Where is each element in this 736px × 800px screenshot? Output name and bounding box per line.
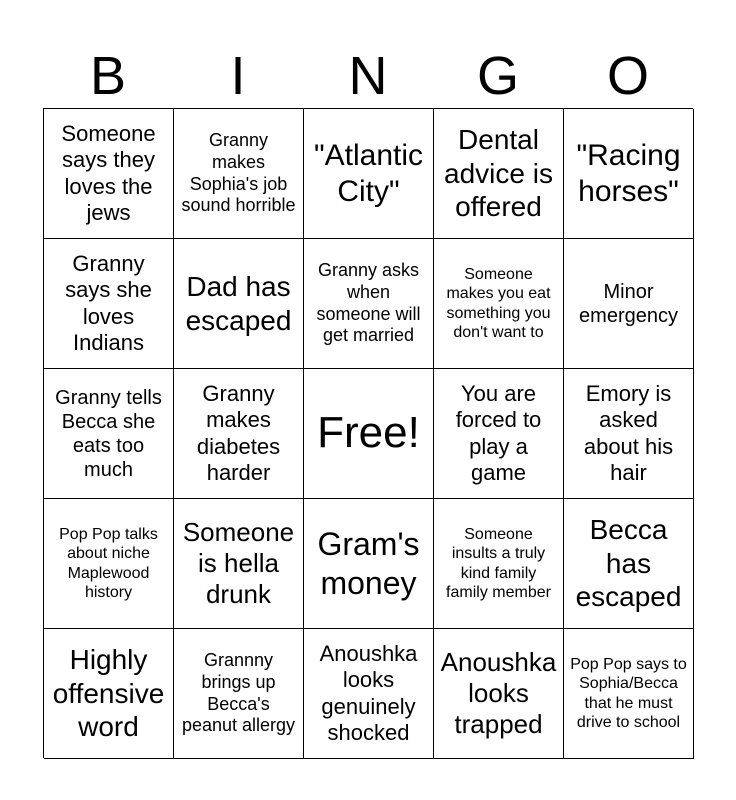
- bingo-cell[interactable]: [174, 109, 304, 239]
- bingo-cell[interactable]: [304, 499, 434, 629]
- free-space-text: Free!: [317, 408, 420, 458]
- cell-text: Pop Pop talks about niche Maplewood history: [59, 526, 158, 601]
- cell-text: Minor emergency: [579, 280, 678, 327]
- bingo-cell[interactable]: [174, 369, 304, 499]
- bingo-cell[interactable]: [434, 499, 564, 629]
- header-letter-n: N: [348, 46, 388, 106]
- free-space[interactable]: [304, 369, 434, 499]
- cell-text: Dad has escaped: [185, 270, 292, 336]
- bingo-cell[interactable]: [304, 109, 434, 239]
- bingo-cell[interactable]: [44, 369, 174, 499]
- cell-text: Becca has escaped: [575, 514, 682, 613]
- cell-text: Anoushka looks genuinely shocked: [319, 640, 418, 745]
- cell-text: Emory is asked about his hair: [583, 380, 674, 485]
- cell-text: Granny makes diabetes harder: [196, 380, 281, 485]
- cell-text: Gram's money: [317, 526, 420, 601]
- bingo-cell[interactable]: [174, 499, 304, 629]
- bingo-cell[interactable]: [44, 629, 174, 759]
- cell-text: Granny asks when someone will get married: [316, 260, 421, 346]
- bingo-cell[interactable]: [44, 109, 174, 239]
- bingo-cell[interactable]: [434, 239, 564, 369]
- cell-text: "Atlantic City": [313, 138, 424, 208]
- cell-text: Granny tells Becca she eats too much: [55, 386, 162, 481]
- cell-text: Granny says she loves Indians: [65, 250, 152, 355]
- bingo-cell[interactable]: [434, 109, 564, 239]
- bingo-cell[interactable]: [174, 629, 304, 759]
- cell-text: Anoushka looks trapped: [440, 646, 557, 740]
- bingo-cell[interactable]: [564, 109, 694, 239]
- bingo-cell[interactable]: [564, 369, 694, 499]
- bingo-grid: [43, 108, 693, 758]
- cell-text: Pop Pop says to Sophia/Becca that he must drive to school: [570, 656, 687, 731]
- cell-text: Highly offensive word: [52, 644, 165, 743]
- cell-text: Grannny brings up Becca's peanut allergy: [181, 650, 296, 736]
- cell-text: Someone makes you eat something you don't want to: [446, 266, 551, 341]
- header-letter-b: B: [89, 46, 127, 106]
- bingo-header: [43, 44, 693, 108]
- bingo-cell[interactable]: [44, 239, 174, 369]
- bingo-cell[interactable]: [564, 239, 694, 369]
- header-letter-o: O: [606, 46, 649, 106]
- bingo-cell[interactable]: [304, 629, 434, 759]
- bingo-cell[interactable]: [434, 629, 564, 759]
- cell-text: Someone is hella drunk: [182, 516, 295, 610]
- bingo-cell[interactable]: [304, 239, 434, 369]
- cell-text: Granny makes Sophia's job sound horrible: [181, 130, 296, 216]
- bingo-cell[interactable]: [434, 369, 564, 499]
- bingo-cell[interactable]: [44, 499, 174, 629]
- cell-text: Someone says they loves the jews: [61, 120, 156, 225]
- header-letter-i: I: [230, 46, 246, 106]
- bingo-cell[interactable]: [174, 239, 304, 369]
- cell-text: Dental advice is offered: [444, 124, 553, 223]
- header-letter-g: G: [476, 46, 519, 106]
- cell-text: You are forced to play a game: [455, 380, 542, 485]
- cell-text: Someone insults a truly kind family family member: [446, 526, 551, 601]
- bingo-cell[interactable]: [564, 499, 694, 629]
- cell-text: "Racing horses": [576, 138, 681, 208]
- bingo-cell[interactable]: [564, 629, 694, 759]
